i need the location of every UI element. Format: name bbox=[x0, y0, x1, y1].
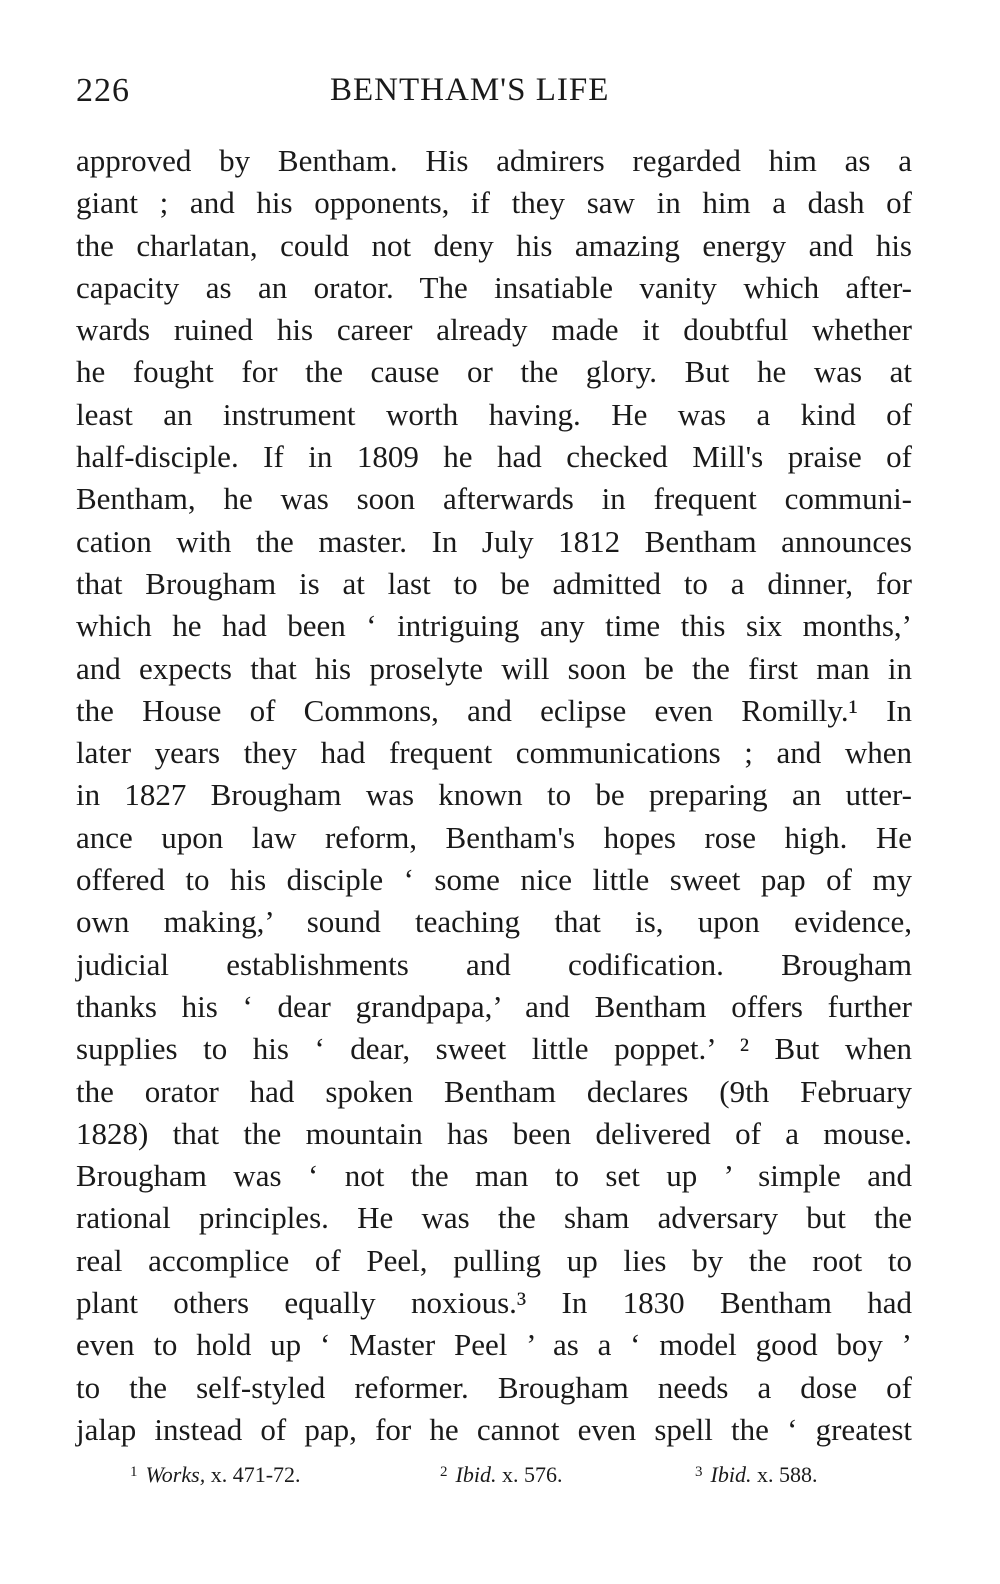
text-line: to the self-styled reformer. Brougham needs a dose of bbox=[76, 1369, 912, 1405]
text-line: ance upon law reform, Bentham's hopes rose high. He bbox=[76, 819, 912, 855]
text-line: later years they had frequent communications ; and when bbox=[76, 735, 912, 771]
footnote-marker: 1 bbox=[130, 1464, 138, 1480]
footnotes bbox=[130, 1462, 890, 1494]
footnote bbox=[440, 1462, 562, 1488]
text-line: which he had been ‘ intriguing any time this six months,’ bbox=[76, 608, 912, 644]
text-line: least an instrument worth having. He was a kind of bbox=[76, 396, 912, 432]
text-line: jalap instead of pap, for he cannot even spell the ‘ greatest bbox=[76, 1411, 912, 1447]
footnote-location: x. 576. bbox=[501, 1462, 563, 1487]
text-line: Bentham, he was soon afterwards in frequent communi- bbox=[76, 481, 912, 517]
text-line: plant others equally noxious.³ In 1830 Bentham had bbox=[76, 1285, 912, 1321]
text-line: wards ruined his career already made it doubtful whether bbox=[76, 312, 912, 348]
text-line: judicial establishments and codification. Brougham bbox=[76, 946, 912, 982]
footnote bbox=[695, 1462, 817, 1488]
footnote-location: x. 588. bbox=[756, 1462, 818, 1487]
text-line: rational principles. He was the sham adversary but the bbox=[76, 1200, 912, 1236]
page-number: 226 bbox=[76, 72, 130, 109]
footnote-marker: 2 bbox=[440, 1464, 448, 1480]
text-line: real accomplice of Peel, pulling up lies by the root to bbox=[76, 1242, 912, 1278]
text-line: approved by Bentham. His admirers regarded him as a bbox=[76, 143, 912, 178]
text-line: own making,’ sound teaching that is, upon evidence, bbox=[76, 904, 912, 940]
footnote bbox=[130, 1462, 301, 1488]
text-line: 1828) that the mountain has been delivered of a mouse. bbox=[76, 1115, 912, 1151]
text-line: even to hold up ‘ Master Peel ’ as a ‘ model good boy ’ bbox=[76, 1327, 912, 1363]
body-text bbox=[76, 140, 912, 1451]
text-line: half-disciple. If in 1809 he had checked Mill's praise of bbox=[76, 439, 912, 475]
text-line: capacity as an orator. The insatiable vanity which after- bbox=[76, 269, 912, 305]
text-line: supplies to his ‘ dear, sweet little poppet.’ ² But when bbox=[76, 1031, 912, 1067]
text-line: the orator had spoken Bentham declares (9th February bbox=[76, 1073, 912, 1109]
text-line: offered to his disciple ‘ some nice little sweet pap of my bbox=[76, 862, 912, 898]
footnote-marker: 3 bbox=[695, 1464, 703, 1480]
footnote-reference: Ibid. bbox=[455, 1462, 497, 1487]
text-line: cation with the master. In July 1812 Bentham announces bbox=[76, 523, 912, 559]
text-line: Brougham was ‘ not the man to set up ’ simple and bbox=[76, 1158, 912, 1194]
running-title: BENTHAM'S LIFE bbox=[330, 72, 610, 108]
footnote-reference: Ibid. bbox=[710, 1462, 752, 1487]
text-line: he fought for the cause or the glory. But he was at bbox=[76, 354, 912, 390]
text-line: the charlatan, could not deny his amazing energy and his bbox=[76, 227, 912, 263]
text-line: thanks his ‘ dear grandpapa,’ and Bentham offers further bbox=[76, 988, 912, 1024]
text-line: giant ; and his opponents, if they saw in him a dash of bbox=[76, 185, 912, 221]
footnote-location: x. 471-72. bbox=[210, 1462, 301, 1487]
text-line: the House of Commons, and eclipse even Romilly.¹ In bbox=[76, 692, 912, 728]
text-line: and expects that his proselyte will soon be the first man in bbox=[76, 650, 912, 686]
text-line: that Brougham is at last to be admitted to a dinner, for bbox=[76, 565, 912, 601]
footnote-reference: Works, bbox=[145, 1462, 206, 1487]
text-line: in 1827 Brougham was known to be preparing an utter- bbox=[76, 777, 912, 813]
